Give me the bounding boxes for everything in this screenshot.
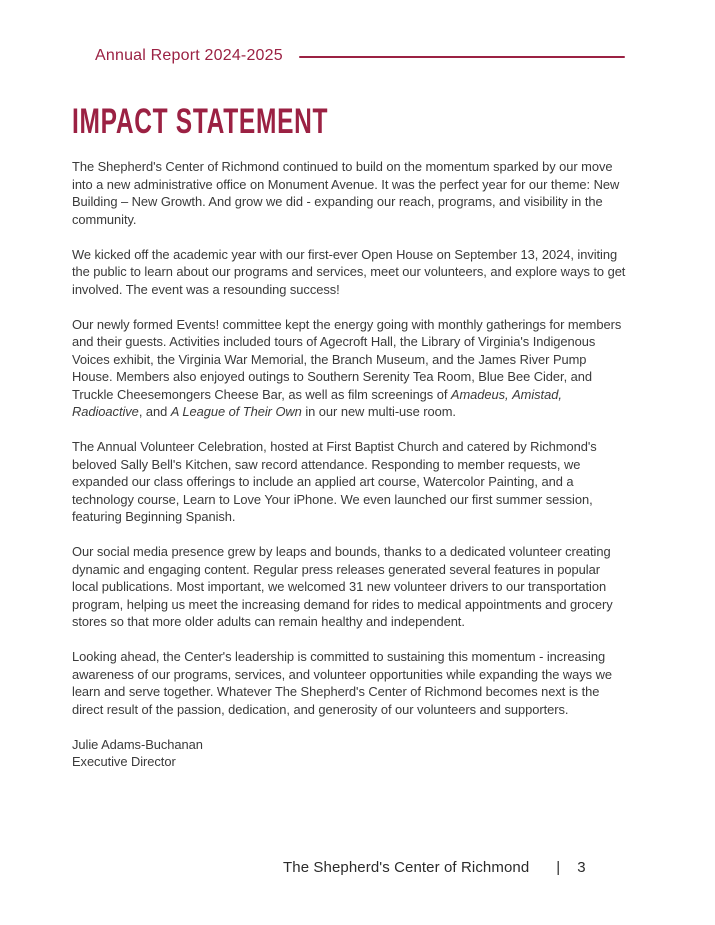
italic-text-run: A League of Their Own [170, 404, 302, 419]
text-run: in our new multi-use room. [301, 404, 456, 419]
text-run: We kicked off the academic year with our first-ever Open House on September 13, 2024, inviting the public to learn about our programs and services, meet our volunteers, and explore ways to get involved. The event was a resounding success! [72, 246, 626, 297]
signature-title: Executive Director [72, 754, 176, 769]
text-run: Our social media presence grew by leaps and bounds, thanks to a dedicated volunteer creating dynamic and engaging content. Regular press releases generated several features in popular local publications. Most important, we welcomed 31 new volunteer drivers to our transportation program, helping us meet the increasing demand for rides to medical appointments and grocery stores so that more older adults can remain healthy and independent. [72, 544, 613, 629]
page-header [95, 45, 625, 67]
text-run: The Shepherd's Center of Richmond continued to build on the momentum sparked by our move into a new administrative office on Monument Avenue. It was the perfect year for our theme: New Building – New Growth. And grow we did - expanding our reach, programs, and visibility in the community. [72, 159, 620, 227]
text-run: Our newly formed Events! committee kept the energy going with monthly gatherings for members and their guests. Activities included tours of Agecroft Hall, the Library of Virginia's Indigenous Voices exhibit, the Virginia War Memorial, the Branch Museum, and the James River Pump House. Members also enjoyed outings to Southern Serenity Tea Room, Blue Bee Cider, and Truckle Cheesemongers Cheese Bar, as well as film screenings of [72, 316, 622, 402]
text-run: The Annual Volunteer Celebration, hosted at First Baptist Church and catered by Richmond's beloved Sally Bell's Kitchen, saw record attendance. Responding to member requests, we expanded our class offerings to include an applied art course, Watercolor Painting, and a technology course, Learn to Love Your iPhone. We even launched our first summer session, featuring Beginning Spanish. [72, 439, 597, 524]
body-paragraph [72, 246, 628, 299]
body-paragraph [72, 648, 628, 718]
signature-name: Julie Adams-Buchanan [72, 736, 203, 752]
signature-block [72, 736, 628, 771]
body-paragraph [72, 438, 628, 526]
body-paragraph [72, 543, 628, 631]
body-paragraphs [72, 158, 628, 718]
footer-separator: | [556, 859, 561, 876]
body-paragraph [72, 158, 628, 228]
italic-text-run: Amadeus, [450, 386, 509, 402]
header-rule [299, 56, 625, 58]
header-label: Annual Report 2024-2025 [95, 47, 283, 64]
page-footer [283, 859, 586, 876]
body-paragraph [72, 316, 628, 421]
body-content [72, 158, 628, 771]
footer-org-name: The Shepherd's Center of Richmond [283, 859, 530, 876]
text-run: , and [138, 404, 171, 419]
page-title: IMPACT STATEMENT [72, 102, 329, 141]
text-run: Looking ahead, the Center's leadership is committed to sustaining this momentum - increasing awareness of our programs, services, and volunteer opportunities while expanding the ways we learn and serve together. Whatever The Shepherd's Center of Richmond becomes next is the direct result of the passion, dedication, and generosity of our volunteers and supporters. [72, 649, 612, 717]
footer-page-number: 3 [577, 859, 586, 876]
italic-text-run: Amistad, Radioactive [72, 386, 562, 419]
